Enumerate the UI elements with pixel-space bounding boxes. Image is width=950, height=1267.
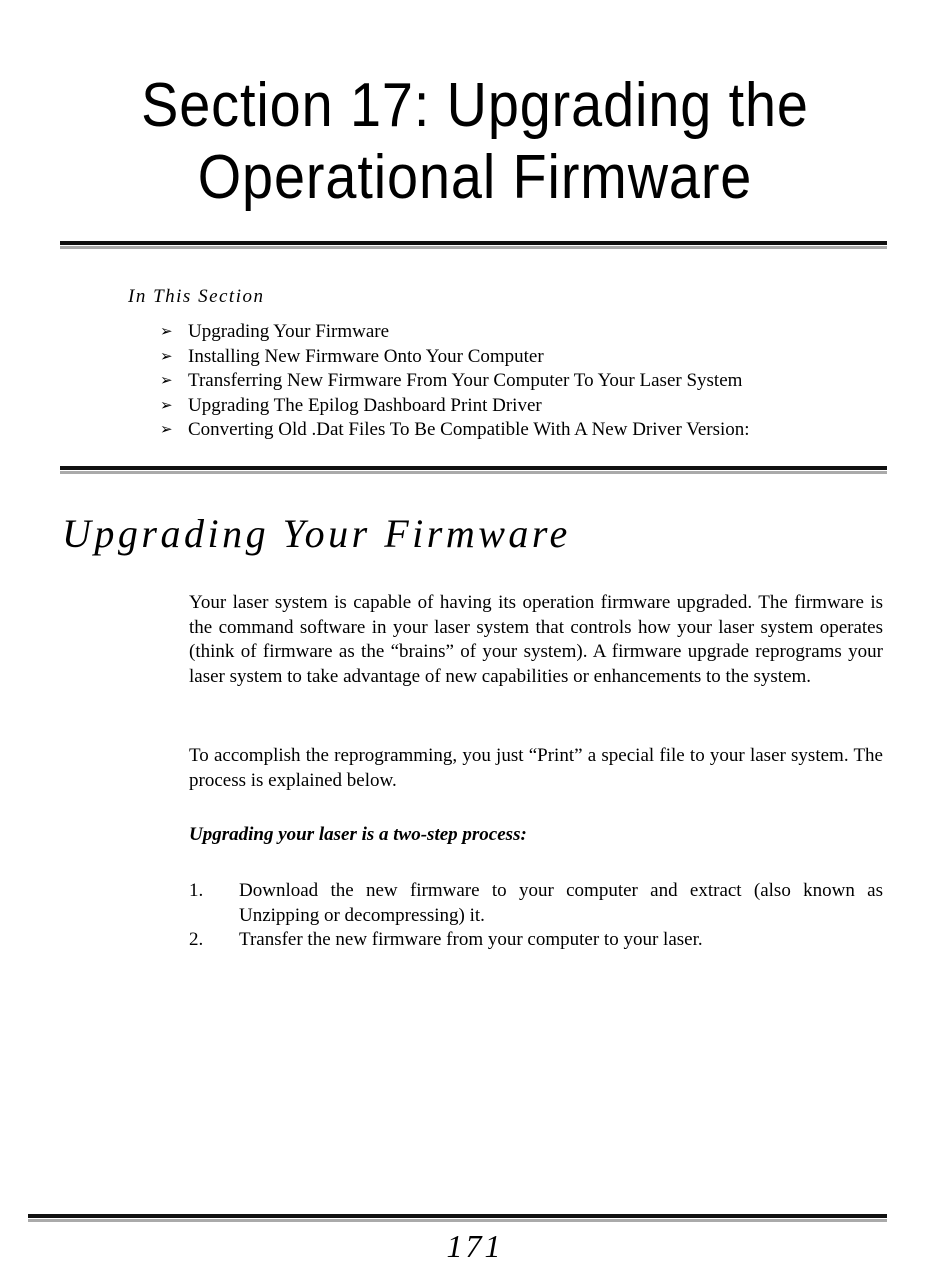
list-item — [189, 928, 883, 953]
page-title-line1: Section 17: Upgrading the — [141, 71, 809, 140]
page-title-line2: Operational Firmware — [197, 143, 753, 212]
page-number: 171 — [446, 1228, 504, 1264]
in-this-section-label: In This Section — [128, 286, 265, 307]
list-item-label: Upgrading Your Firmware — [188, 321, 390, 342]
arrowhead-bullet-icon: ➢ — [160, 373, 173, 389]
step-number: 2. — [189, 929, 204, 950]
list-item — [160, 369, 750, 394]
list-item — [160, 418, 750, 443]
steps-list — [189, 879, 883, 953]
arrowhead-bullet-icon: ➢ — [160, 324, 173, 340]
step-text: Transfer the new firmware from your computer to your laser. — [239, 929, 703, 950]
list-item-label: Converting Old .Dat Files To Be Compatible With A New Driver Version: — [188, 419, 750, 440]
section-heading: Upgrading Your Firmware — [62, 511, 571, 556]
footer-divider — [28, 1214, 887, 1222]
top-divider — [60, 241, 887, 249]
list-item-label: Upgrading The Epilog Dashboard Print Driver — [188, 394, 542, 416]
list-item — [160, 345, 750, 370]
arrowhead-bullet-icon: ➢ — [160, 397, 173, 414]
step-text: Download the new firmware to your computer and extract (also known as Unzipping or decompressing) it. — [239, 880, 883, 926]
middle-divider — [60, 466, 887, 474]
list-item — [160, 394, 750, 419]
process-paragraph: To accomplish the reprogramming, you just “Print” a special file to your laser system. The process is explained below. — [189, 745, 883, 791]
list-item — [160, 320, 750, 345]
list-item — [189, 879, 883, 928]
step-number: 1. — [189, 880, 204, 901]
list-item-label: Installing New Firmware Onto Your Computer — [188, 345, 544, 367]
arrowhead-bullet-icon: ➢ — [160, 348, 173, 365]
intro-paragraph: Your laser system is capable of having its operation firmware upgraded. The firmware is the command software in your laser system that controls how your laser system operates (think of firmware as the “brains” of your system). A firmware upgrade reprograms your laser system to take advantage of new capabilities or enhancements to the system. — [189, 592, 883, 687]
arrowhead-bullet-icon: ➢ — [160, 422, 173, 438]
page-title — [48, 70, 903, 214]
emphasis-line: Upgrading your laser is a two-step process: — [189, 824, 527, 845]
list-item-label: Transferring New Firmware From Your Computer To Your Laser System — [188, 370, 743, 391]
section-contents-list — [160, 320, 750, 443]
